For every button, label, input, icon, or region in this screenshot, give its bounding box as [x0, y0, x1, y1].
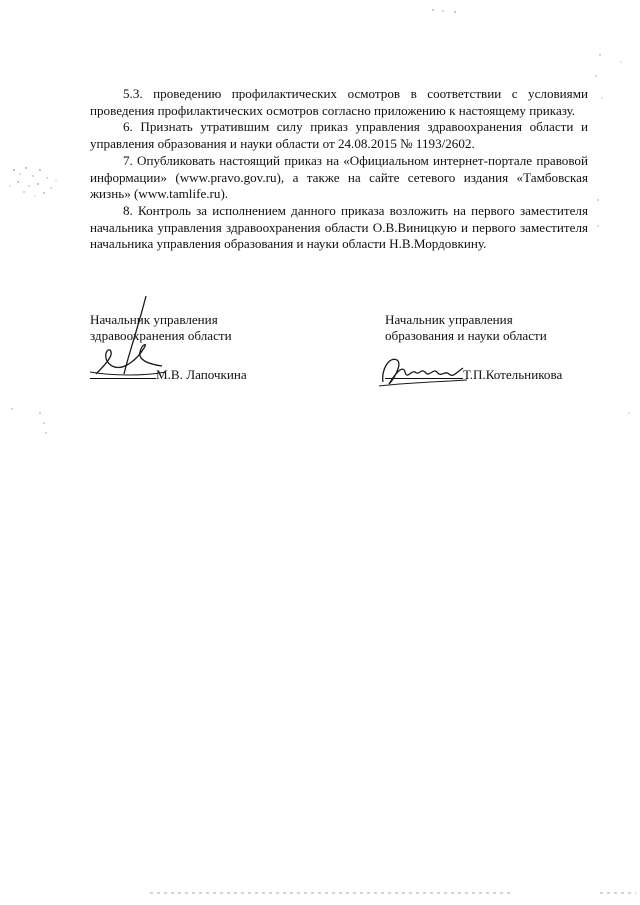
signature-blank: [90, 367, 156, 379]
signature-block-education: [385, 312, 600, 345]
signatory-name: Т.П.Котельникова: [463, 367, 563, 382]
signatory-title-line2: здравоохранения области: [90, 328, 232, 344]
paragraph-8: 8. Контроль за исполнением данного приказа возложить на первого заместителя начальника управления здравоохранения области О.В.Виницкую и первого заместителя начальника управления образования и науки области Н.В.Мордовкину.: [90, 202, 588, 252]
signature-line-health: [90, 367, 247, 383]
paragraph-5-3: 5.3. проведению профилактических осмотров в соответствии с условиями проведения профилактических осмотров согласно приложению к настоящему приказу.: [90, 86, 588, 118]
signatory-name: М.В. Лапочкина: [156, 367, 247, 382]
signatory-title-line1: Начальник управления: [385, 312, 513, 327]
paragraph-6: 6. Признать утратившим силу приказ управления здравоохранения области и управления образования и науки области от 24.08.2015 № 1193/2602.: [90, 119, 588, 152]
signatory-title-line1: Начальник управления: [90, 312, 218, 327]
document-body: [90, 86, 588, 253]
paragraph-7: 7. Опубликовать настоящий приказ на «Официальном интернет-портале правовой информации» (www.pravo.gov.ru), а также на сайте сетевого издания «Тамбовская жизнь» (www.tamlife.ru).: [90, 152, 588, 202]
signature-block-health: [90, 312, 290, 345]
signature-blank: [385, 367, 463, 379]
signatory-title-line2: образования и науки области: [385, 328, 547, 344]
signature-line-education: [385, 367, 562, 383]
